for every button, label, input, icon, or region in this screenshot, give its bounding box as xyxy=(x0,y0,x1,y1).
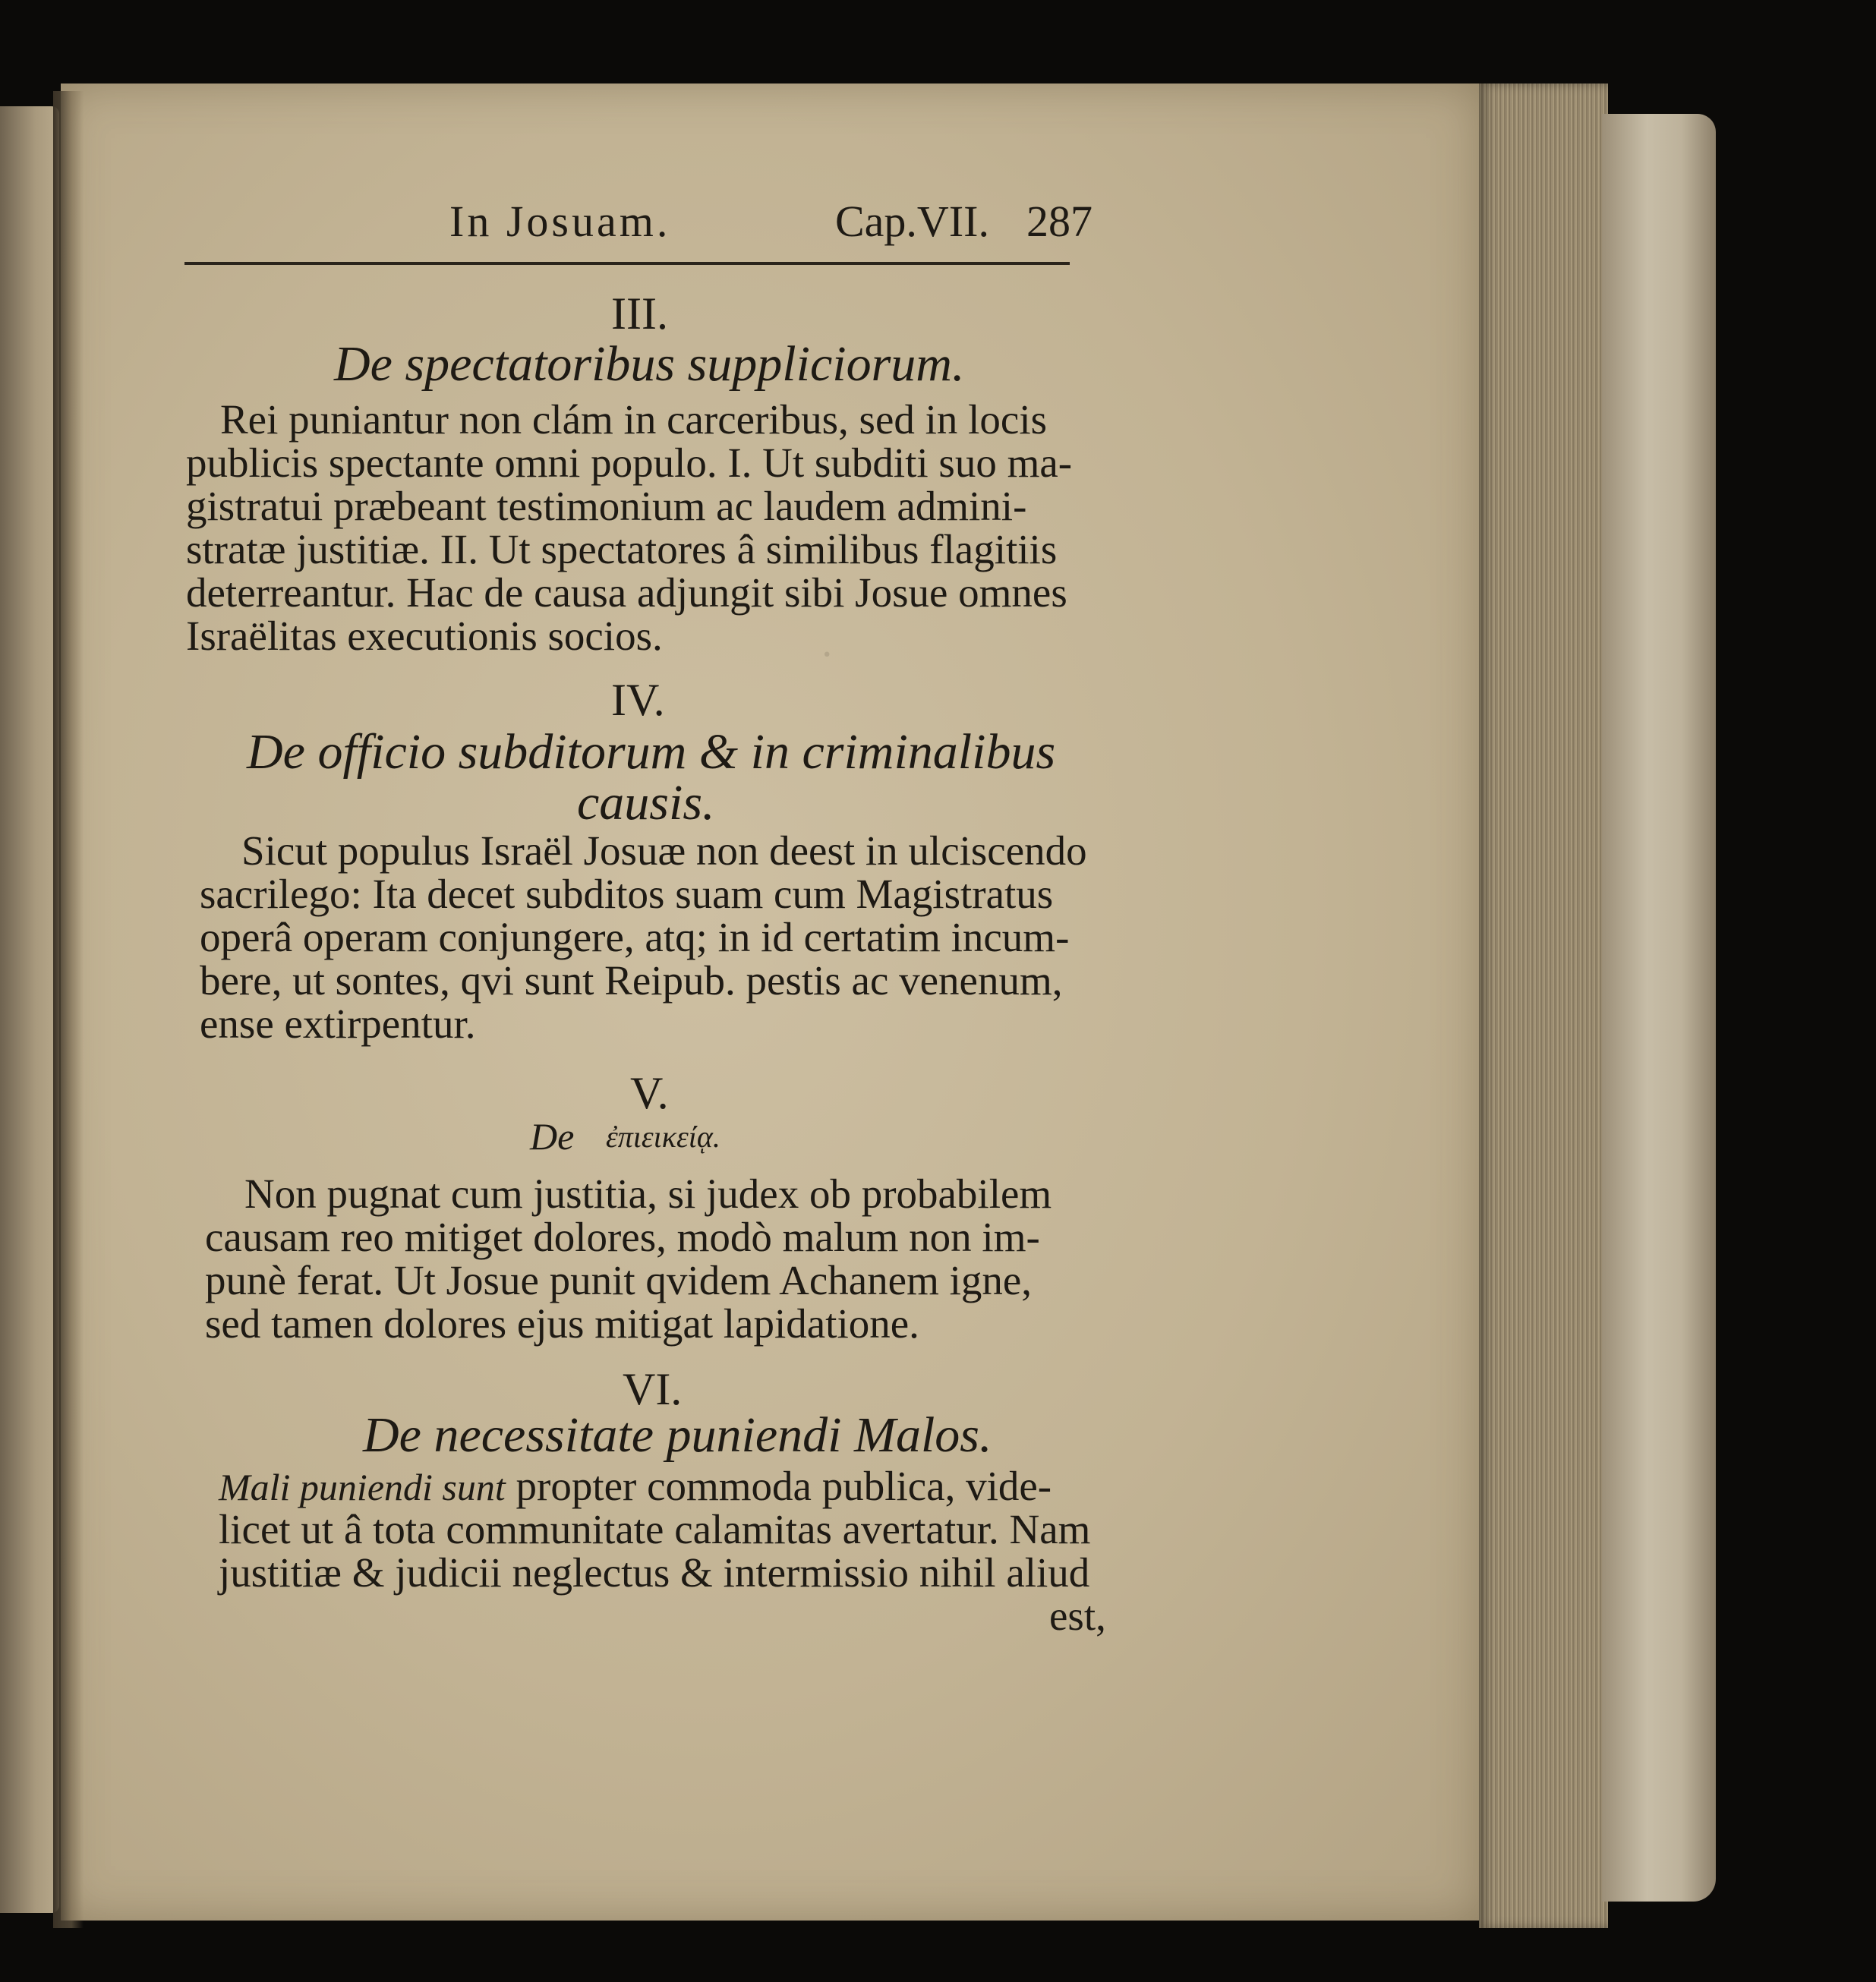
head-rule xyxy=(184,262,1070,265)
section-heading: De spectatoribus suppliciorum. xyxy=(334,336,965,392)
body-line: ense extirpentur. xyxy=(200,1000,476,1047)
body-line xyxy=(219,1465,1052,1507)
body-line: sacrilego: Ita decet subditos suam cum Magistratus xyxy=(200,871,1054,917)
body-line: gistratui præbeant testimonium ac laudem admini- xyxy=(186,483,1027,529)
body-line: licet ut â tota communitate calamitas avertatur. Nam xyxy=(219,1506,1091,1552)
section-heading-prefix: De xyxy=(530,1115,575,1158)
body-line: operâ operam conjungere, atq; in id certatim incum- xyxy=(200,914,1070,960)
page-number: 287 xyxy=(1026,197,1092,246)
body-line: bere, ut sontes, qvi sunt Reipub. pestis ac venenum, xyxy=(200,957,1063,1004)
body-line: punè ferat. Ut Josue punit qvidem Achanem igne, xyxy=(205,1257,1033,1303)
body-line: stratæ justitiæ. II. Ut spectatores â similibus flagitiis xyxy=(186,526,1058,572)
section-number: III. xyxy=(611,288,668,339)
body-line: Non pugnat cum justitia, si judex ob probabilem xyxy=(244,1171,1052,1217)
section-number: IV. xyxy=(611,675,665,725)
body-line: publicis spectante omni populo. I. Ut subditi suo ma- xyxy=(186,440,1073,486)
section-heading: De necessitate puniendi Malos. xyxy=(363,1407,992,1463)
catchword: est, xyxy=(1049,1593,1106,1639)
running-head-title: In Josuam. xyxy=(449,197,671,246)
cover-edge xyxy=(1602,114,1716,1902)
body-line: causam reo mitiget dolores, modò malum non im- xyxy=(205,1214,1040,1260)
section-heading: De officio subditorum & in criminalibus xyxy=(247,724,1056,780)
show-through: · xyxy=(820,631,834,677)
page-block-edge xyxy=(1479,84,1608,1928)
section-number: VI. xyxy=(623,1364,683,1414)
body-line: Rei puniantur non clám in carceribus, sed in locis xyxy=(220,396,1048,443)
section-heading: causis. xyxy=(577,775,715,830)
running-head-chapter: Cap.VII. xyxy=(835,197,989,246)
left-page-edge xyxy=(0,106,59,1913)
gutter-shadow xyxy=(53,91,84,1928)
body-line: sed tamen dolores ejus mitigat lapidatione. xyxy=(205,1300,919,1347)
section-heading-greek: ἐπιεικείᾳ. xyxy=(606,1120,720,1154)
body-line: Sicut populus Israël Josuæ non deest in ulciscendo xyxy=(241,827,1087,874)
section-number: V. xyxy=(630,1068,669,1118)
body-lead-italic: Mali puniendi sunt xyxy=(219,1466,506,1508)
body-line: deterreantur. Hac de causa adjungit sibi Josue omnes xyxy=(186,569,1067,616)
body-line: justitiæ & judicii neglectus & intermissio nihil aliud xyxy=(219,1549,1090,1596)
body-line: Israëlitas executionis socios. xyxy=(186,613,663,659)
body-lead-rest: propter commoda publica, vide- xyxy=(505,1463,1052,1509)
